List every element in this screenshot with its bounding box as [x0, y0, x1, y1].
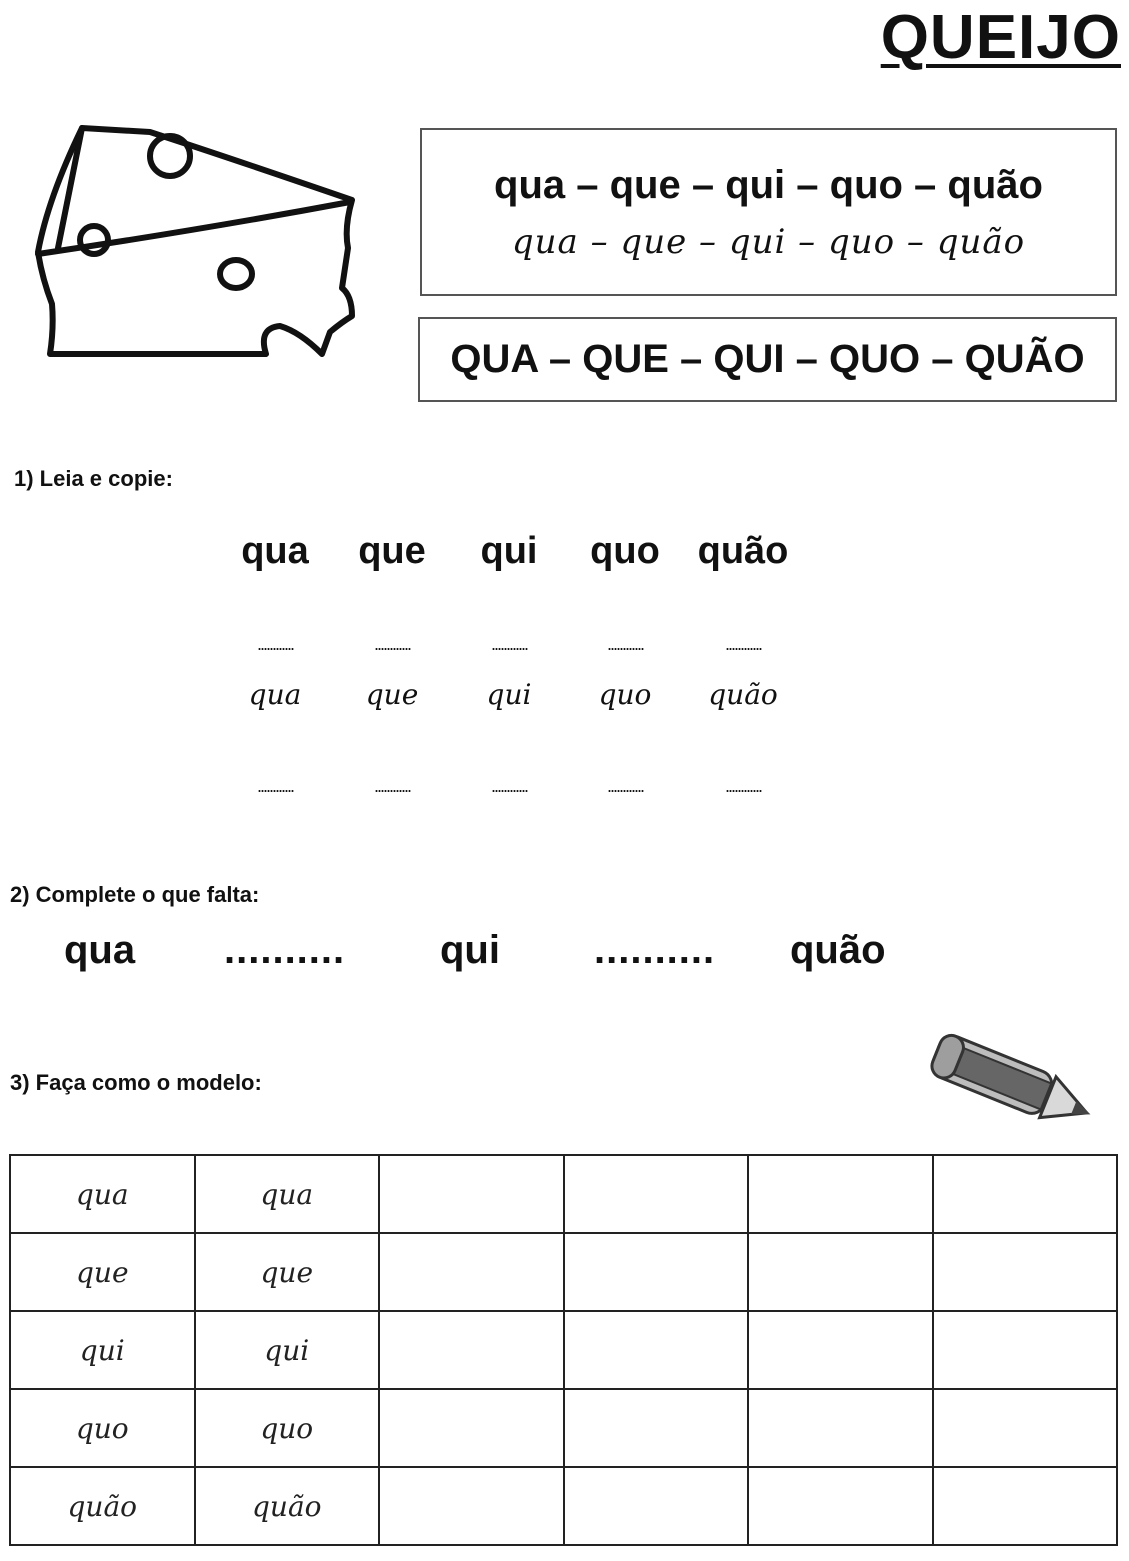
model-word: quo — [75, 1411, 129, 1445]
complete-word-qua: qua — [64, 928, 136, 972]
copy-blank[interactable]: ............ — [724, 634, 761, 654]
copy-blank[interactable]: ............ — [606, 776, 643, 796]
syllables-box — [420, 128, 1117, 296]
table-row — [10, 1389, 1117, 1467]
complete-word-qui: qui — [440, 928, 500, 972]
syllables-print: qua – que – qui – quo – quão — [494, 162, 1043, 207]
print-word-qui: qui — [480, 530, 538, 572]
copy-blank[interactable]: ............ — [606, 634, 643, 654]
answer-cell[interactable] — [564, 1233, 749, 1311]
table-row — [10, 1467, 1117, 1545]
cursive-word-qui: qui — [486, 678, 532, 711]
model-cell — [10, 1389, 195, 1467]
page-title: QUEIJO — [880, 3, 1121, 72]
answer-cell[interactable] — [933, 1467, 1118, 1545]
syllables-uppercase-box — [418, 317, 1117, 402]
model-cell — [195, 1155, 380, 1233]
complete-blank[interactable]: .......... — [594, 928, 716, 972]
model-word: qui — [79, 1333, 125, 1367]
cursive-word-qua: qua — [248, 678, 302, 711]
answer-cell[interactable] — [933, 1389, 1118, 1467]
copy-blank[interactable]: ............ — [724, 776, 761, 796]
model-table — [9, 1154, 1118, 1546]
cheese-icon — [30, 118, 360, 363]
model-cell — [10, 1155, 195, 1233]
model-word: qua — [260, 1177, 314, 1211]
exercise1-heading: 1) Leia e copie: — [14, 466, 173, 491]
print-word-que: que — [358, 530, 426, 572]
answer-cell[interactable] — [379, 1467, 564, 1545]
complete-blank[interactable]: .......... — [224, 928, 346, 972]
model-cell — [195, 1311, 380, 1389]
model-cell — [195, 1389, 380, 1467]
print-word-quao: quão — [697, 530, 789, 572]
table-row — [10, 1155, 1117, 1233]
answer-cell[interactable] — [748, 1467, 933, 1545]
answer-cell[interactable] — [564, 1155, 749, 1233]
answer-cell[interactable] — [379, 1389, 564, 1467]
syllables-cursive: qua – que – qui – quo – quão — [511, 221, 1026, 262]
answer-cell[interactable] — [933, 1311, 1118, 1389]
answer-cell[interactable] — [379, 1155, 564, 1233]
answer-cell[interactable] — [379, 1311, 564, 1389]
pencil-icon — [920, 1030, 1110, 1140]
answer-cell[interactable] — [933, 1233, 1118, 1311]
answer-cell[interactable] — [564, 1311, 749, 1389]
copy-blank[interactable]: ............ — [373, 776, 410, 796]
complete-word-quao: quão — [790, 928, 886, 972]
syllables-uppercase: QUA – QUE – QUI – QUO – QUÃO — [450, 337, 1085, 381]
model-word: qui — [264, 1333, 310, 1367]
exercise3-heading: 3) Faça como o modelo: — [10, 1070, 262, 1095]
cursive-word-quao: quão — [708, 678, 778, 711]
model-cell — [10, 1311, 195, 1389]
copy-blank[interactable]: ............ — [256, 634, 293, 654]
exercise2-heading: 2) Complete o que falta: — [10, 882, 260, 907]
answer-cell[interactable] — [748, 1155, 933, 1233]
print-word-qua: qua — [241, 530, 309, 572]
answer-cell[interactable] — [564, 1389, 749, 1467]
answer-cell[interactable] — [748, 1389, 933, 1467]
model-cell — [10, 1233, 195, 1311]
answer-cell[interactable] — [748, 1233, 933, 1311]
model-word: quão — [251, 1489, 322, 1523]
copy-blank[interactable]: ............ — [373, 634, 410, 654]
model-word: quo — [260, 1411, 314, 1445]
copy-blank[interactable]: ............ — [490, 634, 527, 654]
print-word-quo: quo — [590, 530, 660, 572]
copy-blank[interactable]: ............ — [256, 776, 293, 796]
copy-blank[interactable]: ............ — [490, 776, 527, 796]
model-cell — [195, 1233, 380, 1311]
answer-cell[interactable] — [748, 1311, 933, 1389]
model-word: quão — [67, 1489, 137, 1523]
table-row — [10, 1311, 1117, 1389]
answer-cell[interactable] — [933, 1155, 1118, 1233]
answer-cell[interactable] — [379, 1233, 564, 1311]
model-word: qua — [75, 1177, 129, 1211]
cursive-word-que: que — [365, 678, 419, 711]
answer-cell[interactable] — [564, 1467, 749, 1545]
table-row — [10, 1233, 1117, 1311]
model-word: que — [260, 1255, 314, 1289]
model-word: que — [75, 1255, 129, 1289]
model-cell — [10, 1467, 195, 1545]
model-cell — [195, 1467, 380, 1545]
cursive-word-quo: quo — [598, 678, 652, 711]
